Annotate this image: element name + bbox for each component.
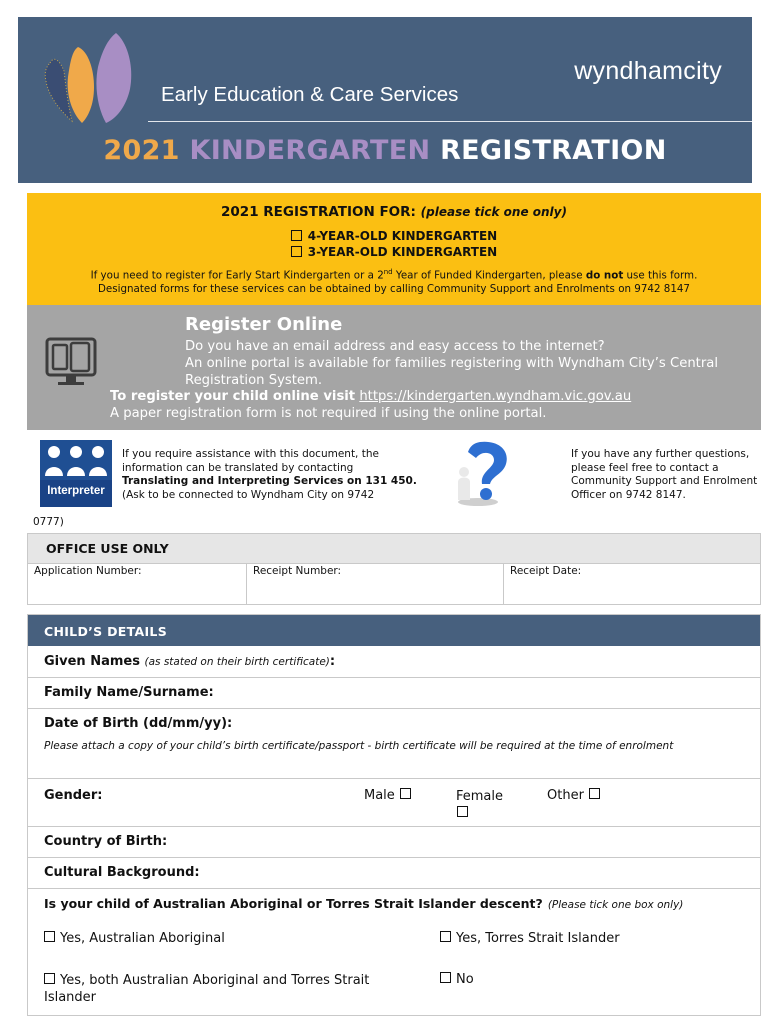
checkbox[interactable] — [400, 788, 411, 799]
interpreter-text: If you require assistance with this document, the information can be translated by contacting Translating and Interpreting Services on 131 450. (Ask to be connected to Wyndham City on 9742 — [122, 448, 417, 501]
checkbox[interactable] — [44, 973, 55, 984]
atsi-aboriginal[interactable]: Yes, Australian Aboriginal — [44, 931, 225, 946]
receipt-date-field[interactable]: Receipt Date: — [510, 565, 582, 577]
leaf-logo-icon — [38, 25, 148, 125]
register-online-title: Register Online — [185, 314, 343, 335]
family-name-row[interactable] — [28, 677, 760, 709]
register-online-cta: To register your child online visit https://kindergarten.wyndham.vic.gov.au A paper registration form is not required if using the online portal. — [110, 389, 632, 421]
interpreter-label: Interpreter — [47, 485, 105, 497]
given-names-label: Given Names (as stated on their birth certificate): — [44, 654, 336, 669]
gender-row — [28, 778, 760, 827]
childs-details-section — [27, 614, 761, 1016]
gender-other[interactable]: Other — [547, 788, 600, 803]
help-text: If you have any further questions, please feel free to contact a Community Support and Enrolment Officer on 9742 8147. — [571, 448, 758, 501]
header-divider — [148, 121, 752, 122]
interpreter-icon — [40, 440, 112, 507]
given-names-row[interactable] — [28, 646, 760, 678]
atsi-question: Is your child of Australian Aboriginal or Torres Strait Islander descent? (Please tick one box only) — [44, 896, 684, 911]
kindergarten-portal-link[interactable]: https://kindergarten.wyndham.vic.gov.au — [359, 389, 632, 404]
registration-note: If you need to register for Early Start Kindergarten or a 2nd Year of Funded Kindergarten, please do not use this form. Designated forms for these services can be obtained by calling Community Support and Enrolments on 9742 8147 — [90, 268, 698, 295]
registration-for-heading: 2021 REGISTRATION FOR: (please tick one only) — [221, 204, 567, 220]
checkbox[interactable] — [44, 931, 55, 942]
option-4-year-old[interactable]: 4-YEAR-OLD KINDERGARTEN — [27, 229, 761, 243]
atsi-no[interactable]: No — [440, 972, 474, 987]
office-use-section — [27, 533, 761, 605]
page-title — [18, 135, 752, 166]
service-name: Early Education & Care Services — [161, 83, 459, 106]
family-name-label: Family Name/Surname: — [44, 685, 214, 700]
page-header — [18, 17, 752, 183]
interpreter-number-end: 0777) — [33, 516, 64, 528]
gender-female[interactable]: Female — [456, 788, 516, 822]
dob-label: Date of Birth (dd/mm/yy): — [44, 716, 233, 731]
title-year: 2021 — [103, 135, 180, 166]
checkbox[interactable] — [457, 806, 468, 817]
country-label: Country of Birth: — [44, 834, 168, 849]
tick-instruction: (please tick one only) — [420, 205, 567, 219]
receipt-number-field[interactable]: Receipt Number: — [247, 563, 504, 605]
registration-for-section — [27, 193, 761, 305]
question-mark-icon — [452, 436, 518, 508]
childs-details-header: CHILD’S DETAILS — [28, 615, 760, 646]
dob-note: Please attach a copy of your child’s birth certificate/passport - birth certificate will be required at the time of enrolment — [44, 740, 674, 752]
office-use-header: OFFICE USE ONLY — [28, 534, 760, 564]
checkbox[interactable] — [291, 230, 302, 241]
atsi-both[interactable]: Yes, both Australian Aboriginal and Torres Strait Islander — [44, 973, 370, 1005]
checkbox[interactable] — [589, 788, 600, 799]
register-online-section — [27, 305, 761, 430]
title-kindergarten: KINDERGARTEN — [189, 135, 431, 166]
checkbox[interactable] — [440, 931, 451, 942]
dob-row[interactable] — [28, 708, 760, 779]
wyndham-city-logo: wyndhamcity — [574, 57, 722, 85]
cultural-label: Cultural Background: — [44, 865, 200, 880]
checkbox[interactable] — [291, 246, 302, 257]
country-row[interactable] — [28, 826, 760, 858]
register-online-body: Do you have an email address and easy access to the internet? An online portal is available for families registering with Wyndham City’s Central Registration System. — [185, 339, 719, 388]
atsi-torres-strait[interactable]: Yes, Torres Strait Islander — [440, 931, 620, 946]
option-3-year-old[interactable]: 3-YEAR-OLD KINDERGARTEN — [27, 245, 761, 259]
application-number-field[interactable]: Application Number: — [28, 563, 247, 605]
checkbox[interactable] — [440, 972, 451, 983]
gender-label: Gender: — [44, 788, 103, 803]
cultural-row[interactable] — [28, 857, 760, 889]
atsi-block — [28, 888, 760, 1016]
devices-icon — [44, 337, 98, 389]
gender-male[interactable]: Male — [364, 788, 411, 803]
title-registration: REGISTRATION — [440, 135, 667, 166]
